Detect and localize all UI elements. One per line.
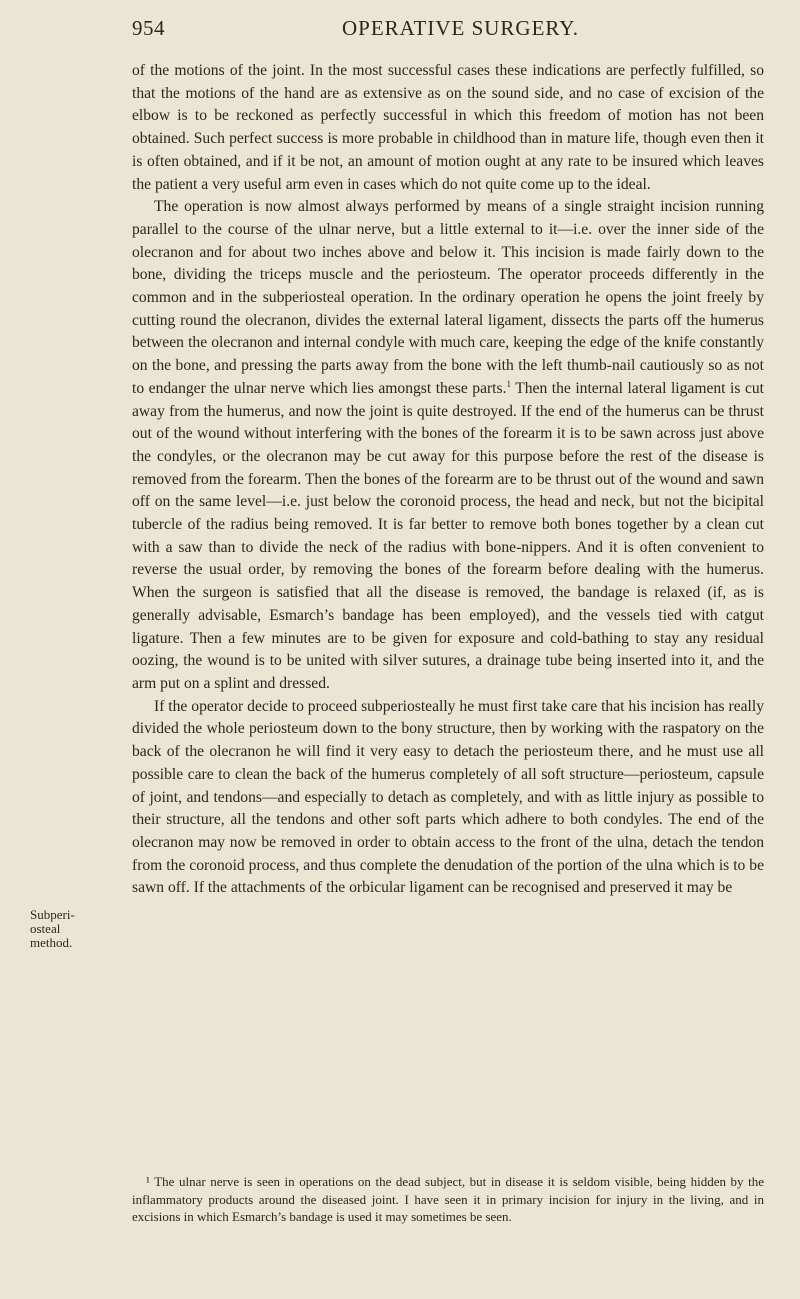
- margin-note: Subperi- osteal method.: [30, 907, 75, 950]
- paragraph-2-text: The operation is now almost always performed by means of a single straight incision running parallel to the course of the ulnar nerve, but a little external to it—i.e. over the inner side of the olecranon and for about two inches above and below it. This incision is made fairly down to the bone, dividing the triceps muscle and the periosteum. The operator proceeds differently in the common and in the subperiosteal operation. In the ordinary operation he opens the joint freely by cutting round the olecranon, divides the external lateral ligament, dissects the parts off the humerus between the olecranon and internal condyle with much care, keeping the edge of the knife constantly on the bone, and pressing the parts away from the bone with the left thumb-nail cautiously so as not to endanger the ulnar nerve which lies amongst these parts.: [132, 198, 764, 397]
- paragraph-3: If the operator decide to proceed subperiosteally he must first take care that his incision has really divided the whole periosteum down to the bony structure, then by working with the raspatory on the back of the olecranon he will find it very easy to detach the periosteum there, and he must use all possible care to clean the back of the humerus completely of all soft structure—periosteum, capsule of joint, and tendons—and especially to detach as completely, and with as little injury as possible to their structure, all the tendons and other soft parts which adhere to both condyles. The end of the olecranon may now be removed in order to obtain access to the front of the ulna, detach the tendon from the coronoid process, and thus complete the denudation of the portion of the ulna which is to be sawn off. If the attachments of the orbicular ligament can be recognised and preserved it may be: [132, 697, 764, 897]
- paragraph-2-continued: Then the internal lateral ligament is cut away from the humerus, and now the joint is quite destroyed. If the end of the humerus can be thrust out of the wound without interfering with the bones of the forearm it is to be sawn across just above the condyles, or the olecranon may be cut away for this purpose before the rest of the disease is removed from the forearm. Then the bones of the forearm are to be thrust out of the wound and sawn off on the same level—i.e. just below the coronoid process, the head and neck, but not the bicipital tubercle of the radius being removed. It is far better to remove both bones together by a clean cut with a saw than to divide the neck of the radius with bone-nippers. And it is often convenient to reverse the usual order, by removing the bones of the forearm before dealing with the humerus. When the surgeon is satisfied that all the disease is removed, the bandage is relaxed (if, as is generally advisable, Esmarch’s bandage has been employed), and the vessels tied with catgut ligature. Then a few minutes are to be given for exposure and cold-bathing to stay any residual oozing, the wound is to be united with silver sutures, a drainage tube being inserted into it, and the arm put on a splint and dressed.: [132, 379, 764, 692]
- page-number: 954: [132, 16, 165, 40]
- footnote-marker: 1: [506, 378, 511, 389]
- body-text: [132, 60, 764, 900]
- paragraph-2: [132, 196, 764, 695]
- footnotes: [132, 1173, 764, 1226]
- footnote-1: ¹ The ulnar nerve is seen in operations on the dead subject, but in disease it is seldom visible, being hidden by the inflammatory products around the diseased joint. I have seen it in primary incision for injury in the living, and in excisions in which Esmarch’s bandage is used it may sometimes be seen.: [132, 1174, 764, 1224]
- page-header: [132, 16, 764, 46]
- paragraph-1: of the motions of the joint. In the most successful cases these indications are perfectly fulfilled, so that the motions of the hand are as extensive as on the sound side, and no case of excision of the elbow is to be reckoned as perfectly successful in which this freedom of motion has not been obtained. Such perfect success is more probable in childhood than in mature life, though even then it is often obtained, and if it be not, an amount of motion ought at any rate to be insured which leaves the patient a very useful arm even in cases which do not quite come up to the ideal.: [132, 62, 764, 193]
- running-title: OPERATIVE SURGERY.: [342, 16, 579, 40]
